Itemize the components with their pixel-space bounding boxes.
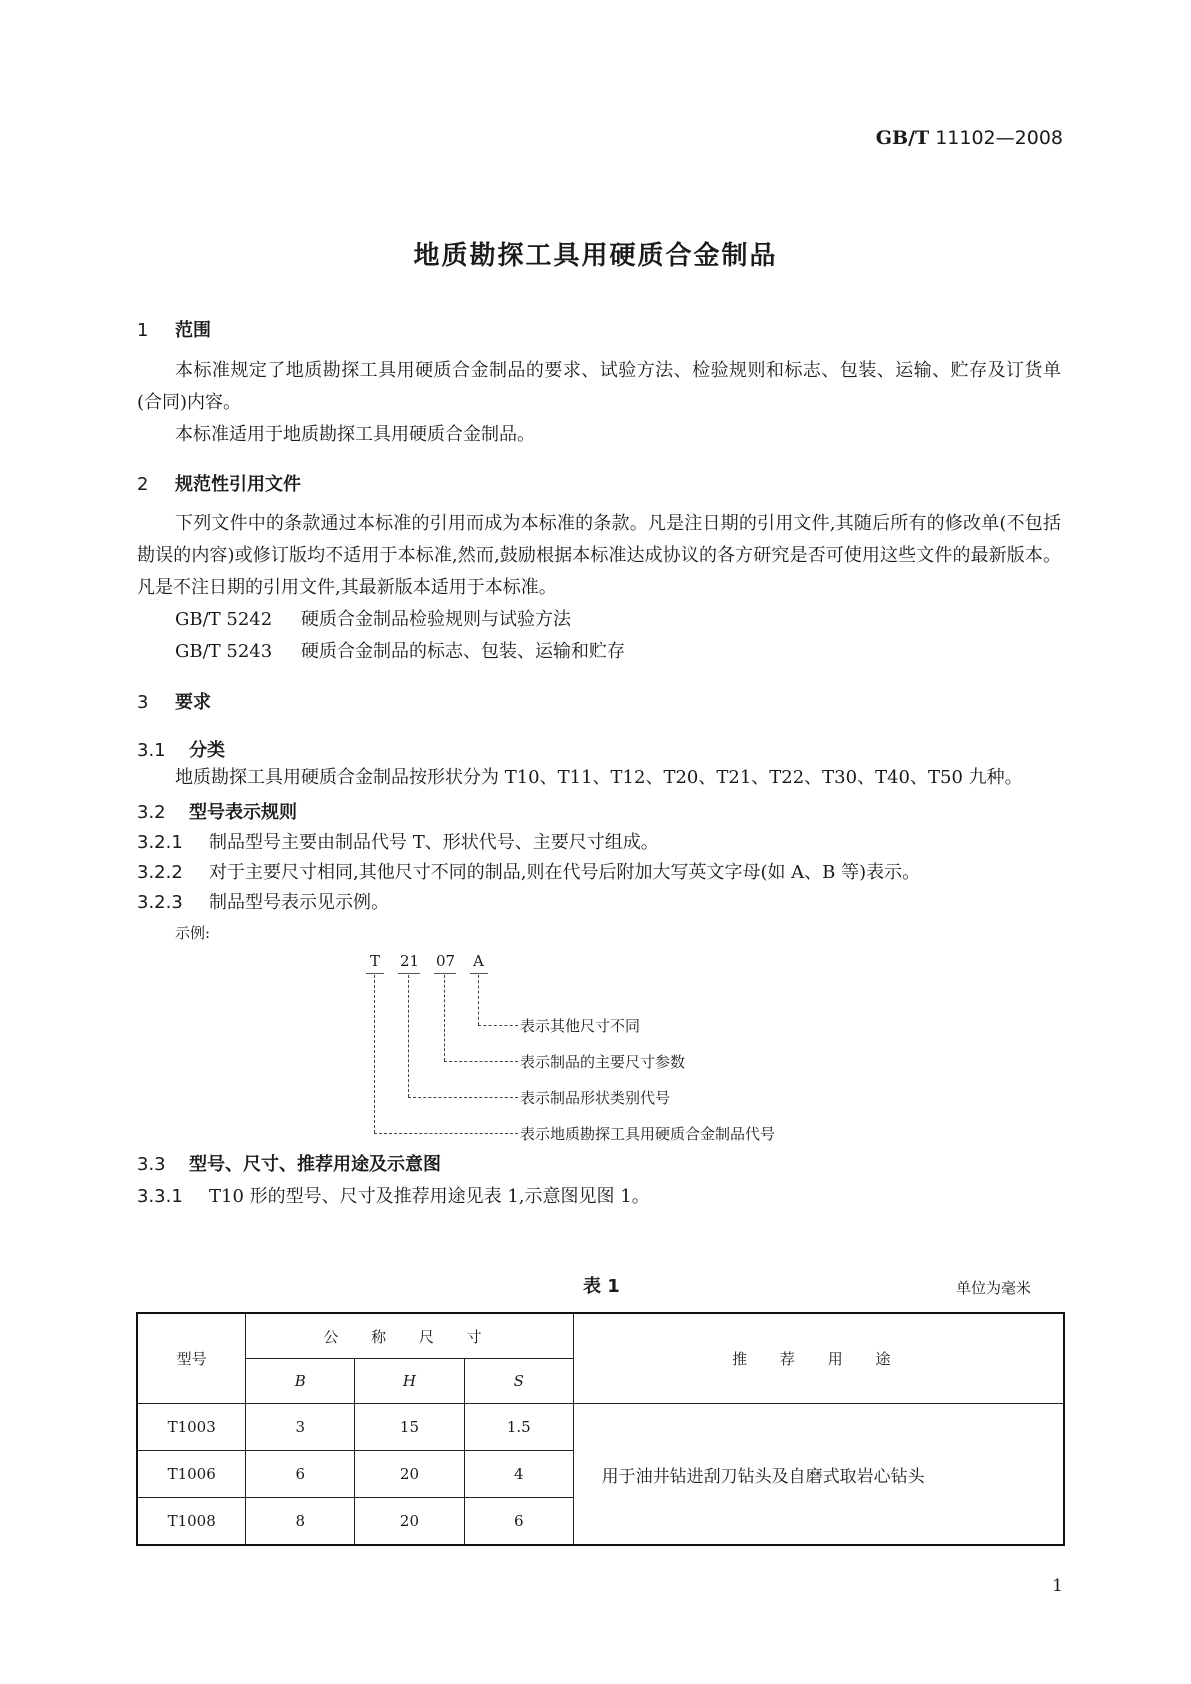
table-caption: 表 1 [583,1276,620,1297]
clause-text: 对于主要尺寸相同,其他尺寸不同的制品,则在代号后附加大写英文字母(如 A、B 等)表示。 [209,862,921,883]
cell-recommended-use: 用于油井钻进刮刀钻头及自磨式取岩心钻头 [573,1404,1064,1546]
section-title: 型号表示规则 [189,802,297,823]
example-label: 示例: [175,924,211,942]
standard-prefix: GB/T [875,127,930,149]
spec-table [136,1312,1065,1546]
section-3-heading [137,688,211,714]
table-row [137,1404,1064,1451]
section-1-paragraph-1: 本标准规定了地质勘探工具用硬质合金制品的要求、试验方法、检验规则和标志、包装、运输、贮存及订货单(合同)内容。 [137,360,1061,413]
example-part-suffix: A [473,952,484,970]
example-part-shape: 21 [400,952,420,970]
connector-line [408,1097,518,1098]
underline [434,973,456,974]
connector-line [374,1133,518,1134]
connector-line [478,1025,518,1026]
document-title: 地质勘探工具用硬质合金制品 [413,241,778,271]
clause-3-3-1 [137,1182,650,1208]
section-number: 1 [137,320,149,341]
reference-code: GB/T 5242 [175,609,273,630]
header-nominal-size: 公 称 尺 寸 [246,1313,573,1359]
section-3-1-heading [137,736,225,762]
section-1-heading [137,316,211,342]
reference-code: GB/T 5243 [175,641,273,662]
reference-title: 硬质合金制品检验规则与试验方法 [301,609,571,630]
cell-b: 6 [246,1451,355,1498]
clause-3-2-1 [137,828,659,854]
clause-3-2-2 [137,858,920,884]
page-number: 1 [1052,1576,1063,1596]
clause-text: 制品型号主要由制品代号 T、形状代号、主要尺寸组成。 [209,832,659,853]
cell-s: 1.5 [464,1404,573,1451]
example-part-t: T [370,952,381,970]
example-label-size: 表示制品的主要尺寸参数 [520,1053,686,1071]
connector-line [374,975,375,1133]
cell-h: 15 [355,1404,465,1451]
cell-h: 20 [355,1498,465,1546]
standard-code [876,127,1063,149]
clause-number: 3.2.3 [137,892,183,913]
cell-s: 4 [464,1451,573,1498]
reference-item [175,636,625,668]
section-2-paragraph: 下列文件中的条款通过本标准的引用而成为本标准的条款。凡是注日期的引用文件,其随后所有的修改单(不包括勘误的内容)或修订版均不适用于本标准,然而,鼓励根据本标准达成协议的各方研究是否可使用这些文件的最新版本。凡是不注日期的引用文件,其最新版本适用于本标准。 [137,513,1061,598]
connector-line [444,975,445,1061]
section-number: 3.3 [137,1154,166,1175]
example-label-product: 表示地质勘探工具用硬质合金制品代号 [520,1125,776,1143]
section-title: 分类 [189,740,225,761]
cell-b: 3 [246,1404,355,1451]
cell-s: 6 [464,1498,573,1546]
clause-number: 3.2.1 [137,832,183,853]
section-title: 范围 [175,320,211,341]
section-number: 3 [137,692,149,713]
section-title: 规范性引用文件 [175,474,301,495]
connector-line [444,1061,518,1062]
section-3-2-heading [137,798,297,824]
section-title: 型号、尺寸、推荐用途及示意图 [189,1154,441,1175]
section-number: 3.1 [137,740,166,761]
header-b: B [246,1359,355,1404]
header-recommended-use: 推 荐 用 途 [573,1313,1064,1404]
underline [470,973,488,974]
clause-3-2-3 [137,888,389,914]
cell-b: 8 [246,1498,355,1546]
clause-text: T10 形的型号、尺寸及推荐用途见表 1,示意图见图 1。 [209,1186,650,1207]
reference-item [175,604,571,636]
section-title: 要求 [175,692,211,713]
connector-line [478,975,479,1025]
section-number: 3.2 [137,802,166,823]
header-h: H [355,1359,465,1404]
connector-line [408,975,409,1097]
example-label-suffix: 表示其他尺寸不同 [520,1017,641,1035]
clause-text: 制品型号表示见示例。 [209,892,389,913]
underline [366,973,384,974]
clause-number: 3.3.1 [137,1186,183,1207]
example-label-shape: 表示制品形状类别代号 [520,1089,671,1107]
standard-number: 11102—2008 [935,127,1063,149]
section-number: 2 [137,474,149,495]
table-unit: 单位为毫米 [956,1279,1032,1297]
cell-model: T1006 [137,1451,246,1498]
reference-title: 硬质合金制品的标志、包装、运输和贮存 [301,641,625,662]
header-s: S [464,1359,573,1404]
clause-number: 3.2.2 [137,862,183,883]
section-3-3-heading [137,1150,441,1176]
section-1-paragraph-2: 本标准适用于地质勘探工具用硬质合金制品。 [175,424,535,445]
example-part-size: 07 [436,952,456,970]
cell-model: T1003 [137,1404,246,1451]
cell-model: T1008 [137,1498,246,1546]
underline [398,973,420,974]
section-2-heading [137,470,301,496]
section-3-1-paragraph: 地质勘探工具用硬质合金制品按形状分为 T10、T11、T12、T20、T21、T22、T30、T40、T50 九种。 [175,767,1023,788]
cell-h: 20 [355,1451,465,1498]
header-model: 型号 [137,1313,246,1404]
